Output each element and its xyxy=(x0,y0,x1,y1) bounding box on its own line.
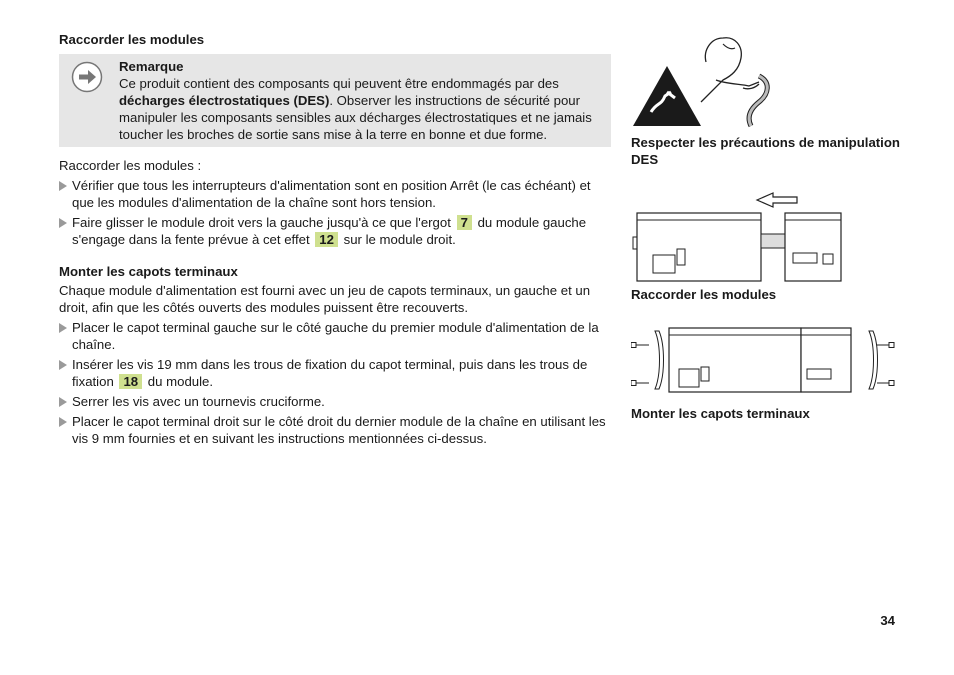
bullet-triangle-icon xyxy=(59,397,67,407)
reference-badge: 12 xyxy=(315,232,338,247)
bullet-triangle-icon xyxy=(59,417,67,427)
section-heading-capots: Monter les capots terminaux xyxy=(59,264,238,279)
endcaps-figure xyxy=(631,325,901,422)
endcaps-intro: Chaque module d'alimentation est fourni avec un jeu de capots terminaux, un gauche et un droit, afin que les côtés ouverts des modules puissent être recouverts. xyxy=(59,283,591,315)
note-text: Ce produit contient des composants qui peuvent être endommagés par des décharges électrostatiques (DES). Observer les instructions de sécurité pour manipuler les composants sensibles aux décharges électrostatiques et ne jamais toucher les broches de sortie sans mise à la terre en bonne et due forme. xyxy=(119,76,592,142)
arrow-right-icon xyxy=(71,61,103,93)
reference-badge: 18 xyxy=(119,374,142,389)
note-bold-term: décharges électrostatiques (DES) xyxy=(119,93,330,108)
esd-caption: Respecter les précautions de manipulation DES xyxy=(631,135,900,167)
step-item: Placer le capot terminal droit sur le côté droit du dernier module de la chaîne en utilisant les vis 9 mm fournies et en suivant les instructions mentionnées ci-dessus. xyxy=(59,413,611,447)
reference-badge: 7 xyxy=(457,215,472,230)
note-box xyxy=(59,54,611,147)
step-item: Placer le capot terminal gauche sur le côté gauche du premier module d'alimentation de la chaîne. xyxy=(59,319,611,353)
connect-intro: Raccorder les modules : xyxy=(59,158,202,173)
connect-modules-illustration xyxy=(631,190,846,286)
bullet-triangle-icon xyxy=(59,181,67,191)
main-column xyxy=(59,31,611,447)
connect-caption: Raccorder les modules xyxy=(631,287,777,302)
note-title: Remarque xyxy=(119,59,184,74)
bullet-triangle-icon xyxy=(59,323,67,333)
bullet-triangle-icon xyxy=(59,360,67,370)
section-heading-raccorder: Raccorder les modules xyxy=(59,32,205,47)
connect-figure xyxy=(631,190,901,303)
step-item: Vérifier que tous les interrupteurs d'alimentation sont en position Arrêt (le cas échéant) et que les modules d'alimentation de la chaîne sont hors tension. xyxy=(59,177,611,211)
step-item: Insérer les vis 19 mm dans les trous de fixation du capot terminal, puis dans les trous de fixation 18 du module. xyxy=(59,356,611,390)
bullet-triangle-icon xyxy=(59,218,67,228)
step-item: Serrer les vis avec un tournevis cruciforme. xyxy=(59,393,611,410)
step-item: Faire glisser le module droit vers la gauche jusqu'à ce que l'ergot 7 du module gauche s'engage dans la fente prévue à cet effet 12 sur le module droit. xyxy=(59,214,611,248)
esd-figure xyxy=(631,32,901,168)
endcaps-caption: Monter les capots terminaux xyxy=(631,406,810,421)
page-number: 34 xyxy=(880,613,895,628)
esd-warning-illustration xyxy=(631,32,791,130)
endcaps-illustration xyxy=(631,325,896,395)
